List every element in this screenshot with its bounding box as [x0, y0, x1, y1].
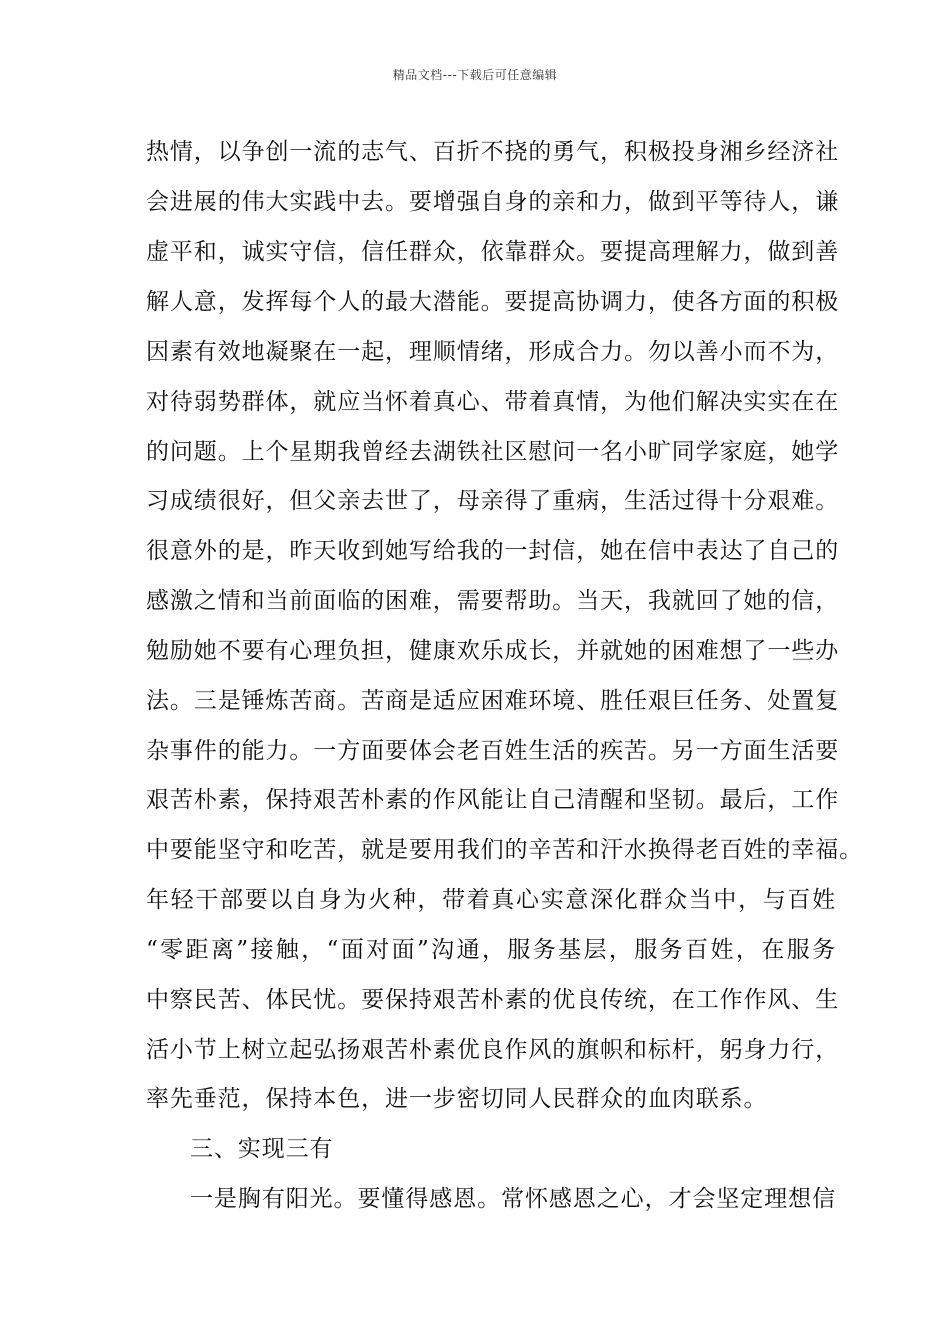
paragraph-line: 率先垂范，保持本色，进一步密切同人民群众的血肉联系。	[146, 1086, 768, 1112]
paragraph-line: 热情，以争创一流的志气、百折不挠的勇气，积极投身湘乡经济社	[146, 139, 840, 165]
paragraph-line: 一是胸有阳光。要懂得感恩。常怀感恩之心，才会坚定理想信	[190, 1186, 836, 1212]
paragraph-line: 杂事件的能力。一方面要体会老百姓生活的疾苦。另一方面生活要	[146, 738, 840, 764]
paragraph-line: 中察民苦、体民忧。要保持艰苦朴素的优良传统，在工作作风、生	[146, 987, 840, 1013]
paragraph-line: 的问题。上个星期我曾经去湖铁社区慰问一名小旷同学家庭，她学	[146, 439, 840, 465]
paragraph-line: 感激之情和当前面临的困难，需要帮助。当天，我就回了她的信，	[146, 588, 840, 614]
paragraph-line: 很意外的是，昨天收到她写给我的一封信，她在信中表达了自己的	[146, 538, 840, 564]
paragraph-line: 中要能坚守和吃苦，就是要用我们的辛苦和汗水换得老百姓的幸福。	[146, 837, 863, 863]
paragraph-line: 解人意，发挥每个人的最大潜能。要提高协调力，使各方面的积极	[146, 289, 840, 315]
page-header: 精品文档---下载后可任意编辑	[392, 68, 558, 82]
paragraph-line: 勉励她不要有心理负担，健康欢乐成长，并就她的困难想了一些办	[146, 638, 840, 664]
paragraph-line: 活小节上树立起弘扬艰苦朴素优良作风的旗帜和标杆，躬身力行，	[146, 1037, 840, 1063]
paragraph-line: “零距离”接触，“面对面”沟通，服务基层，服务百姓，在服务	[146, 937, 836, 963]
paragraph-line: 年轻干部要以自身为火种，带着真心实意深化群众当中，与百姓	[146, 887, 836, 913]
paragraph-line: 艰苦朴素，保持艰苦朴素的作风能让自己清醒和坚韧。最后，工作	[146, 787, 840, 813]
paragraph-line: 因素有效地凝聚在一起，理顺情绪，形成合力。勿以善小而不为，	[146, 339, 840, 365]
section-heading: 三、实现三有	[190, 1136, 334, 1162]
paragraph-line: 会进展的伟大实践中去。要增强自身的亲和力，做到平等待人，谦	[146, 189, 840, 215]
paragraph-line: 习成绩很好，但父亲去世了，母亲得了重病，生活过得十分艰难。	[146, 488, 840, 514]
paragraph-line: 虚平和，诚实守信，信任群众，依靠群众。要提高理解力，做到善	[146, 239, 840, 265]
paragraph-line: 对待弱势群体，就应当怀着真心、带着真情，为他们解决实实在在	[146, 389, 840, 415]
paragraph-line: 法。三是锤炼苦商。苦商是适应困难环境、胜任艰巨任务、处置复	[146, 688, 840, 714]
